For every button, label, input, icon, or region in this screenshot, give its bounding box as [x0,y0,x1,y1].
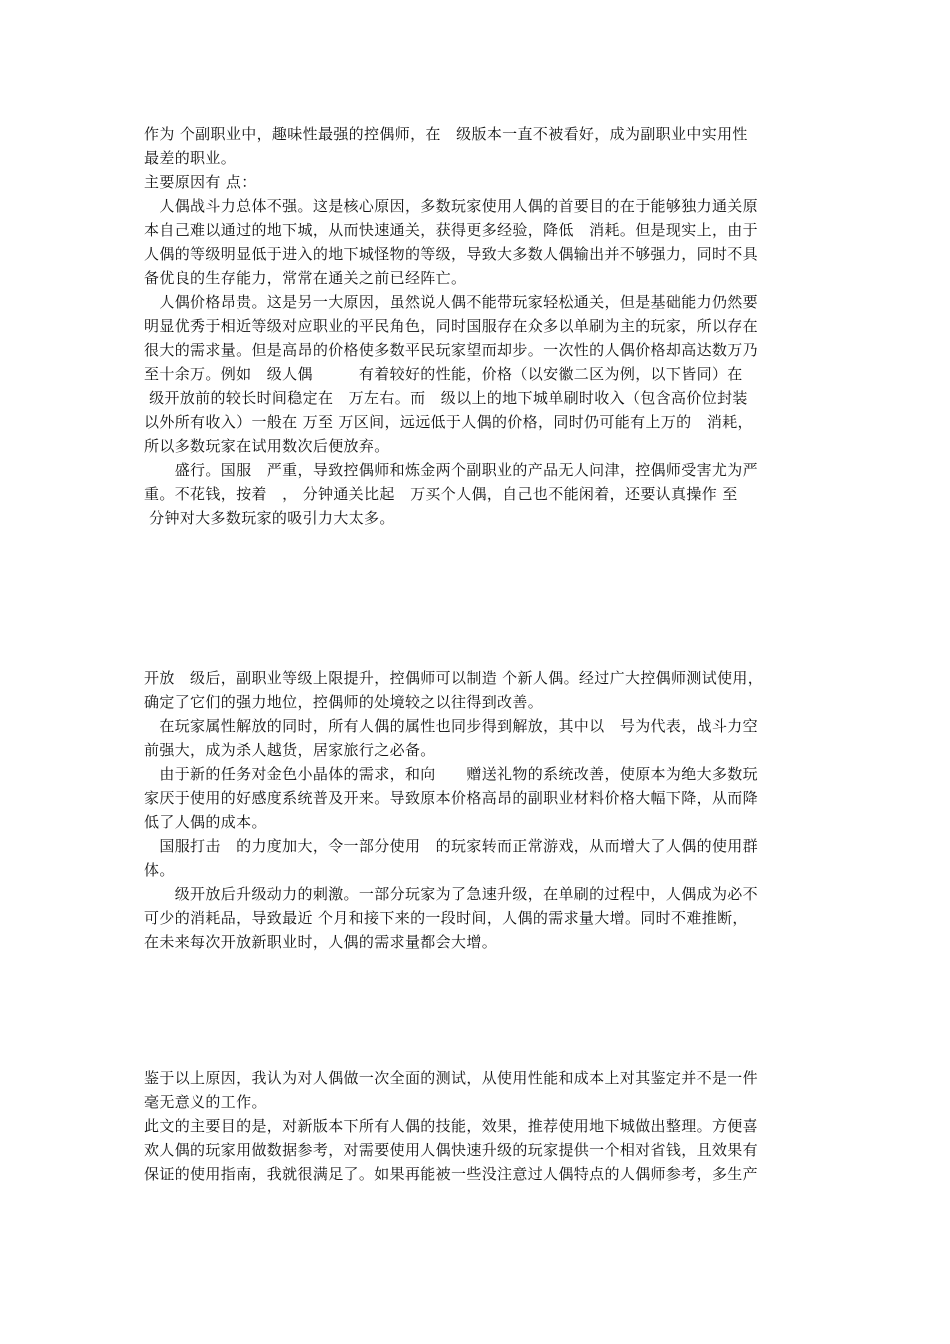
text-line: 以外所有收入）一般在 万至 万区间，远远低于人偶的价格，同时仍可能有上万的 消耗， [144,413,753,431]
text-line: 在未来每次开放新职业时，人偶的需求量都会大增。 [144,933,498,951]
text-line: 最差的职业。 [144,149,237,167]
text-line: 重。不花钱，按着 ， 分钟通关比起 万买个人偶，自己也不能闲着，还要认真操作 至 [144,485,738,503]
text-line: 明显优秀于相近等级对应职业的平民角色，同时国服存在众多以单刷为主的玩家，所以存在 [144,317,759,335]
text-line: 级开放后升级动力的刺激。一部分玩家为了急速升级，在单刷的过程中，人偶成为必不 [144,885,759,903]
text-line: 人偶价格昂贵。这是另一大原因，虽然说人偶不能带玩家轻松通关，但是基础能力仍然要 [144,293,759,311]
text-line: 人偶的等级明显低于进入的地下城怪物的等级，导致大多数人偶输出并不够强力，同时不具 [144,245,759,263]
text-line: 备优良的生存能力，常常在通关之前已经阵亡。 [144,269,467,287]
text-line: 级开放前的较长时间稳定在 万左右。而 级以上的地下城单刷时收入（包含高价位封装 [144,389,748,407]
section-purpose [144,1066,808,1186]
text-line: 开放 级后，副职业等级上限提升，控偶师可以制造 个新人偶。经过广大控偶师测试使用， [144,669,764,687]
text-line: 至十余万。例如 级人偶 有着较好的性能，价格（以安徽二区为例，以下皆同）在 [144,365,743,383]
text-line: 盛行。国服 严重，导致控偶师和炼金两个副职业的产品无人问津，控偶师受害尤为严 [144,461,759,479]
text-line: 主要原因有 点： [144,173,257,191]
section-improvements [144,666,808,954]
section-background [144,122,808,530]
text-line: 作为 个副职业中，趣味性最强的控偶师，在 级版本一直不被看好，成为副职业中实用性 [144,125,748,143]
text-line: 本自己难以通过的地下城，从而快速通关，获得更多经验，降低 消耗。但是现实上，由于 [144,221,759,239]
text-line: 人偶战斗力总体不强。这是核心原因，多数玩家使用人偶的首要目的在于能够独力通关原 [144,197,759,215]
text-line: 确定了它们的强力地位，控偶师的处境较之以往得到改善。 [144,693,544,711]
text-line: 毫无意义的工作。 [144,1093,267,1111]
text-line: 所以多数玩家在试用数次后便放弃。 [144,437,390,455]
text-line: 可少的消耗品，导致最近 个月和接下来的一段时间，人偶的需求量大增。同时不难推断， [144,909,748,927]
text-line: 此文的主要目的是，对新版本下所有人偶的技能，效果，推荐使用地下城做出整理。方便喜 [144,1117,759,1135]
text-line: 分钟对大多数玩家的吸引力大太多。 [144,509,395,527]
text-line: 欢人偶的玩家用做数据参考，对需要使用人偶快速升级的玩家提供一个相对省钱，且效果有 [144,1141,759,1159]
text-line: 保证的使用指南，我就很满足了。如果再能被一些没注意过人偶特点的人偶师参考，多生产 [144,1165,759,1183]
text-line: 由于新的任务对金色小晶体的需求，和向 赠送礼物的系统改善，使原本为绝大多数玩 [144,765,759,783]
text-line: 很大的需求量。但是高昂的价格使多数平民玩家望而却步。一次性的人偶价格却高达数万乃 [144,341,759,359]
text-line: 体。 [144,861,175,879]
text-line: 前强大，成为杀人越货，居家旅行之必备。 [144,741,436,759]
text-line: 低了人偶的成本。 [144,813,267,831]
text-line: 家厌于使用的好感度系统普及开来。导致原本价格高昂的副职业材料价格大幅下降，从而降 [144,789,759,807]
text-line: 在玩家属性解放的同时，所有人偶的属性也同步得到解放，其中以 号为代表，战斗力空 [144,717,759,735]
text-line: 国服打击 的力度加大，令一部分使用 的玩家转而正常游戏，从而增大了人偶的使用群 [144,837,759,855]
text-line: 鉴于以上原因，我认为对人偶做一次全面的测试，从使用性能和成本上对其鉴定并不是一件 [144,1069,759,1087]
